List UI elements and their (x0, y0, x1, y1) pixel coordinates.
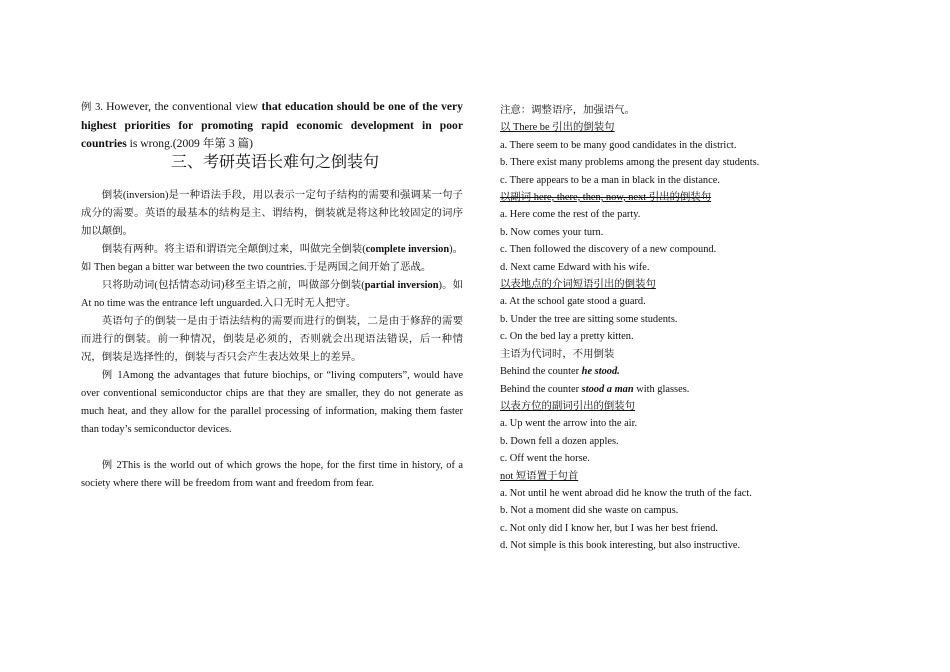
example-pronoun (500, 363, 800, 380)
paragraph-example-1: 例 1Among the advantages that future biochips, or “living computers”, would have over conventional semiconductor chips are that they are smaller, they do not generate as much heat, and they allow for the parallel processing of information, making them faster than today’s semiconductor devices. (81, 370, 463, 435)
list-item: a. Up went the arrow into the air. (500, 418, 638, 430)
list-item: b. Down fell a dozen apples. (500, 435, 619, 447)
list-item: b. There exist many problems among the present day students. (500, 157, 760, 169)
example-noun (500, 381, 800, 398)
example-3-text: However, the conventional view (106, 100, 262, 113)
ex-b-text: Behind the counter (500, 383, 582, 395)
list-item: b. Under the tree are sitting some students. (500, 313, 678, 325)
list-item: a. Here come the rest of the party. (500, 209, 641, 221)
paragraph-definition: 倒装(inversion)是一种语法手段，用以表示一定句子结构的需要和强调某一句子成分的需要。英语的最基本的结构是主、谓结构，倒装就是将这种比较固定的词序加以颠倒。 (81, 190, 463, 237)
list-item: a. At the school gate stood a guard. (500, 296, 646, 308)
ex-b-emph: stood a man (581, 383, 634, 395)
p2-tail: )。如 Then began a bitter war between the two countries.于是两国之间开始了恶战。 (81, 244, 463, 273)
p3-tail: )。如 At no time was the entrance left unguarded.入口无时无人把守。 (81, 280, 463, 309)
ex-b-tail: with glasses. (633, 383, 690, 395)
p3-bold: partial inversion (364, 280, 439, 291)
ex-a-text: Behind the counter (500, 366, 582, 378)
example-3-tail: is wrong.(2009 年第 3 篇) (126, 137, 253, 150)
pronoun-note: 主语为代词时，不用倒装 (500, 348, 615, 360)
example-3-prefix: 例 3. (81, 102, 107, 113)
heading-direction-adverbs: 以表方位的副词引出的倒装句 (500, 400, 636, 412)
example-3-bold: that education should be one of the very highest priorities for promoting rapid economic development in poor countries (81, 100, 463, 150)
list-item: a. There seem to be many good candidates in the district. (500, 139, 737, 151)
example-3 (81, 98, 463, 153)
paragraph-example-2: 例 2This is the world out of which grows the hope, for the first time in history, of a society where there will be freedom from want and freedom from fear. (81, 460, 463, 489)
left-column (81, 98, 463, 493)
list-item: c. Not only did I know her, but I was her best friend. (500, 522, 719, 534)
heading-there-be: 以 There be 引出的倒装句 (500, 122, 615, 134)
section-heading: 三、考研英语长难句之倒装句 (170, 154, 379, 171)
list-item: c. Then followed the discovery of a new compound. (500, 244, 717, 256)
list-item: a. Not until he went abroad did he know the truth of the fact. (500, 487, 752, 499)
list-item: b. Now comes your turn. (500, 226, 604, 238)
heading-place-phrases: 以表地点的介词短语引出的倒装句 (500, 279, 656, 291)
p2-bold: complete inversion (365, 244, 450, 255)
list-item: c. There appears to be a man in black in the distance. (500, 174, 720, 186)
spacer (81, 439, 463, 457)
right-column (500, 102, 800, 555)
paragraph-complete-inversion (81, 241, 463, 277)
heading-not-phrases: not 短语置于句首 (500, 470, 579, 482)
paragraph-partial-inversion (81, 277, 463, 313)
list-item: c. On the bed lay a pretty kitten. (500, 331, 634, 343)
list-item: c. Off went the horse. (500, 453, 590, 465)
note-line: 注意：调整语序，加强语气。 (500, 105, 636, 116)
paragraph-inversion-reasons: 英语句子的倒装一是由于语法结构的需要而进行的倒装，二是由于修辞的需要而进行的倒装。前一种情况，倒装是必须的，否则就会出现语法错误，后一种情况，倒装是选择性的，倒装与否只会产生表达效果上的差异。 (81, 316, 463, 363)
list-item: b. Not a moment did she waste on campus. (500, 505, 679, 517)
list-item: d. Not simple is this book interesting, but also instructive. (500, 540, 741, 552)
list-item: d. Next came Edward with his wife. (500, 261, 650, 273)
ex-a-emph: he stood. (581, 366, 620, 378)
heading-adverbs: 以副词 here, there, then, now, next 引出的倒装句 (500, 192, 712, 204)
p3-text: 只将助动词(包括情态动词)移至主语之前，叫做部分倒装( (101, 280, 365, 291)
p2-text: 倒装有两种。将主语和谓语完全颠倒过来，叫做完全倒装( (101, 244, 366, 255)
